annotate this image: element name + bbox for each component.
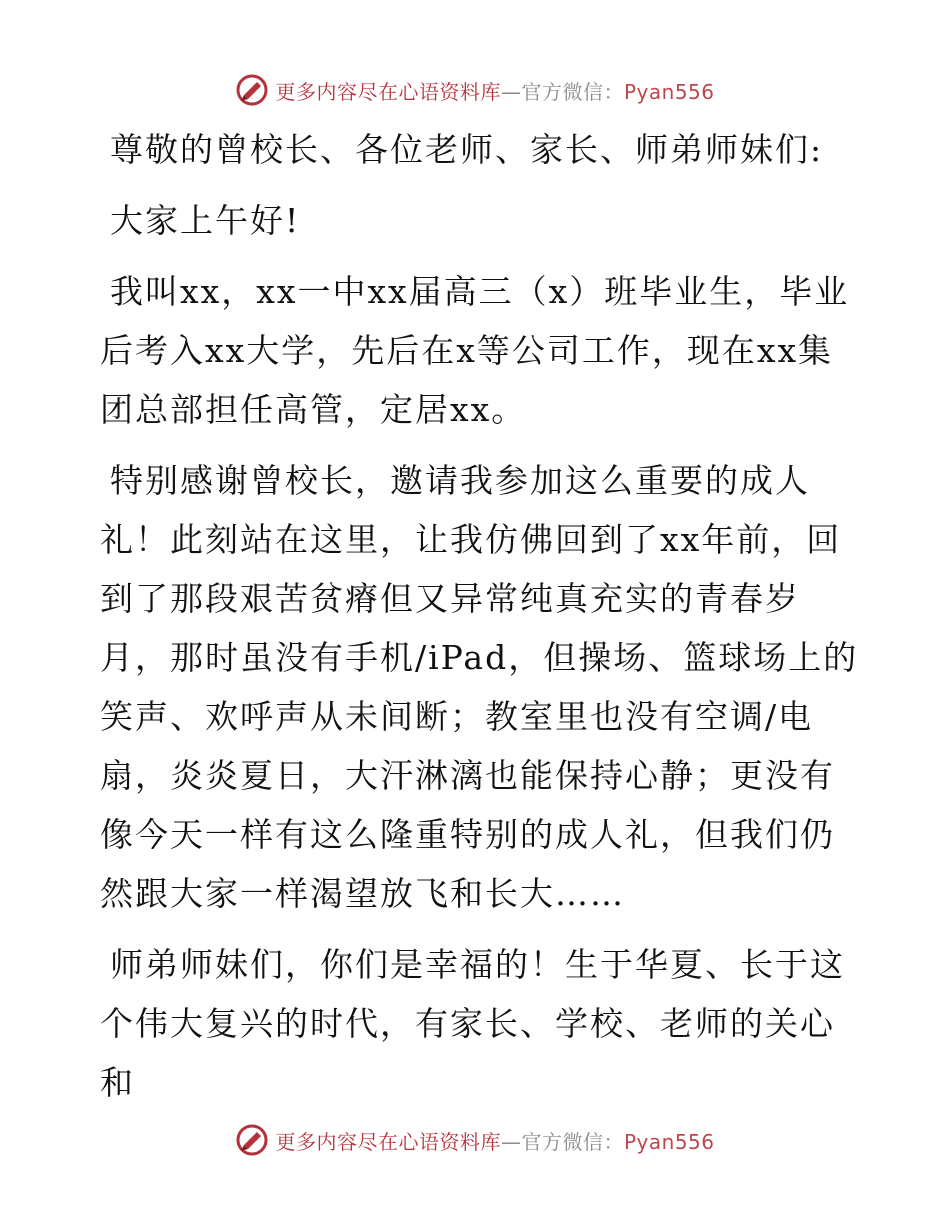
- footer-banner-text: [275, 1126, 714, 1155]
- salutation-paragraph: 尊敬的曾校长、各位老师、家长、师弟师妹们:: [110, 130, 824, 169]
- footer-banner-title: 更多内容尽在心语资料库: [275, 1129, 501, 1154]
- footer-banner-content: [235, 1123, 714, 1157]
- header-banner-content: [235, 73, 714, 107]
- header-banner-title: 更多内容尽在心语资料库: [275, 79, 501, 104]
- footer-wechat-label: 官方微信：: [521, 1129, 624, 1154]
- brand-logo-icon: [235, 1123, 269, 1157]
- introduction-paragraph: 我叫xx，xx一中xx届高三（x）班毕业生，毕业后考入xx大学，先后在x等公司工作，现在xx集团总部担任高管，定居xx。: [100, 272, 850, 429]
- brand-logo-icon: [235, 73, 269, 107]
- footer-wechat-id: Pyan556: [623, 1129, 715, 1154]
- header-banner-dash: —: [500, 79, 522, 104]
- footer-banner: [0, 1120, 950, 1160]
- message-paragraph: 师弟师妹们，你们是幸福的！生于华夏、长于这个伟大复兴的时代，有家长、学校、老师的关心和: [100, 945, 845, 1102]
- header-banner-text: [275, 76, 714, 105]
- footer-banner-dash: —: [500, 1129, 522, 1154]
- greeting-paragraph: 大家上午好!: [110, 201, 301, 240]
- header-wechat-label: 官方微信：: [521, 79, 624, 104]
- document-body: [100, 120, 860, 1124]
- header-banner: [0, 70, 950, 110]
- header-wechat-id: Pyan556: [623, 79, 715, 104]
- memories-paragraph: 特别感谢曾校长，邀请我参加这么重要的成人礼！此刻站在这里，让我仿佛回到了xx年前，回到了那段艰苦贫瘠但又异常纯真充实的青春岁月，那时虽没有手机/iPad，但操场、篮球场上的笑声、欢呼声从未间断；教室里也没有空调/电扇，炎炎夏日，大汗淋漓也能保持心静；更没有像今天一样有这么隆重特别的成人礼，但我们仍然跟大家一样渴望放飞和长大……: [100, 461, 859, 913]
